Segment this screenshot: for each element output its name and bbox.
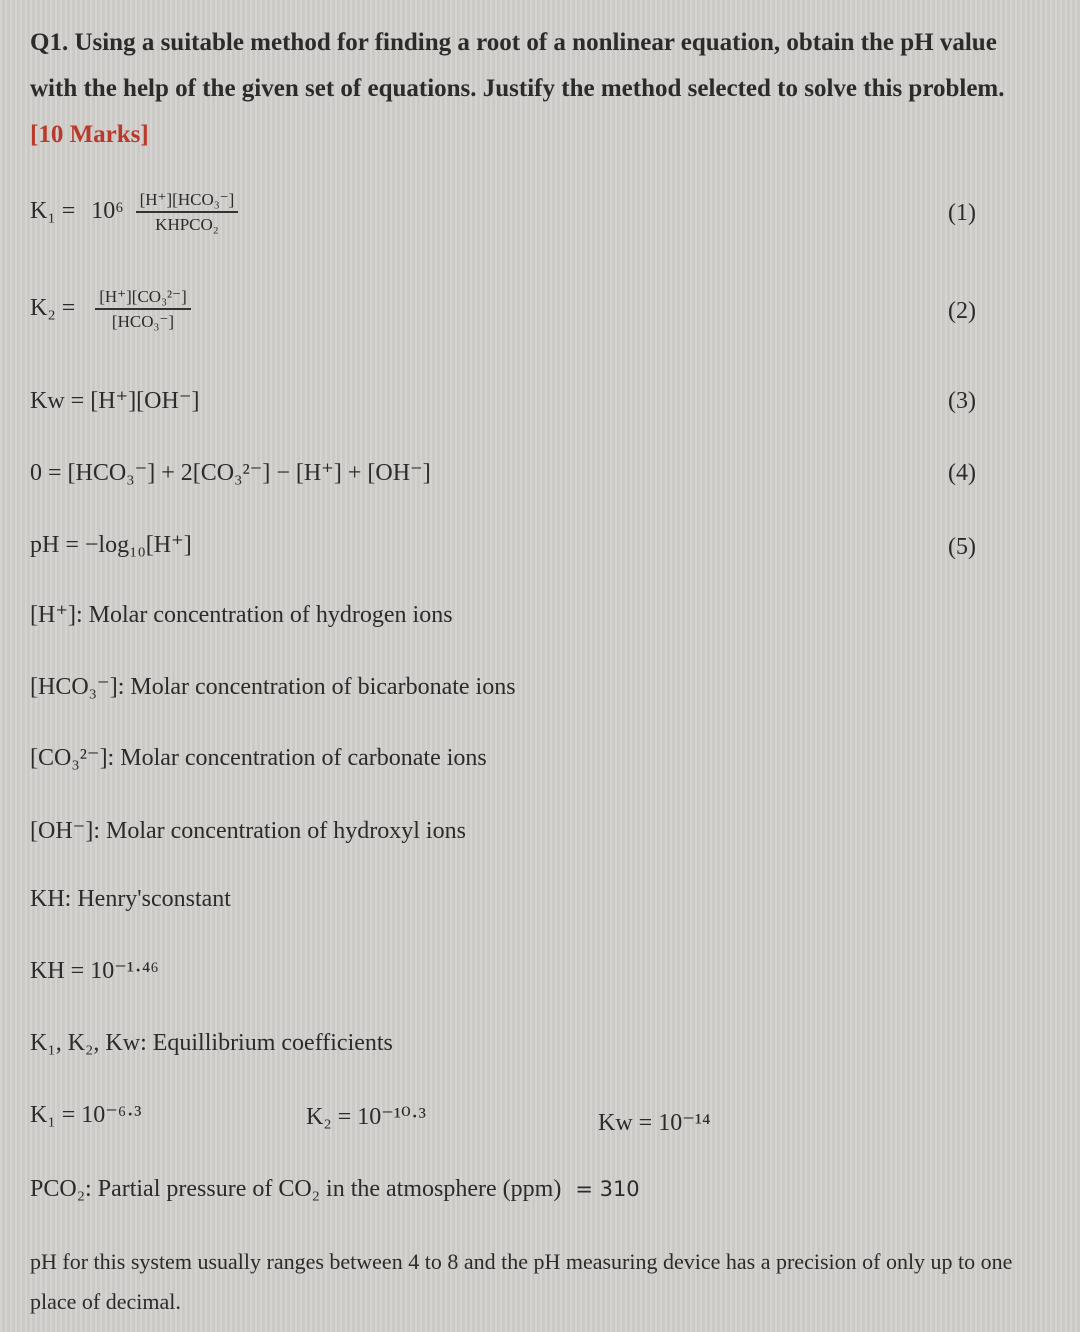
eq1-fraction bbox=[136, 190, 239, 235]
marks-label: [10 Marks] bbox=[30, 121, 149, 148]
k2-value: K₂ = 10⁻¹⁰·³ bbox=[306, 1104, 426, 1130]
equation-3: Kw = [H⁺][OH⁻] bbox=[30, 388, 200, 414]
kw-value: Kw = 10⁻¹⁴ bbox=[598, 1110, 711, 1136]
eq1-coef: 10⁶ bbox=[91, 198, 124, 225]
equation-5: pH = −log₁₀[H⁺] bbox=[30, 532, 192, 558]
equation-1 bbox=[30, 190, 238, 235]
eq2-numerator: [H⁺][CO₃²⁻] bbox=[95, 287, 191, 310]
pco2-label: PCO₂: Partial pressure of CO₂ in the atmosphere (ppm) bbox=[30, 1176, 562, 1202]
pco2-value: = 310 bbox=[575, 1177, 640, 1201]
eq1-denominator: KHPCO₂ bbox=[155, 215, 219, 234]
def-henry-value: KH = 10⁻¹·⁴⁶ bbox=[30, 958, 159, 984]
eq1-number: (1) bbox=[948, 200, 976, 226]
def-carbonate: [CO₃²⁻]: Molar concentration of carbonate ions bbox=[30, 745, 487, 771]
eq2-fraction bbox=[95, 287, 191, 332]
def-equilibrium-coefficients: K₁, K₂, Kw: Equillibrium coefficients bbox=[30, 1030, 393, 1056]
def-hydroxyl: [OH⁻]: Molar concentration of hydroxyl ions bbox=[30, 818, 466, 844]
question-body: Q1. Using a suitable method for finding a root of a nonlinear equation, obtain the pH value with the help of the given set of equations. Justify the method selected to solve this problem. bbox=[30, 29, 1005, 102]
eq1-lhs: K₁ = bbox=[30, 198, 76, 225]
eq2-lhs: K₂ = bbox=[30, 295, 76, 322]
eq2-denominator: [HCO₃⁻] bbox=[111, 312, 175, 331]
question-text bbox=[30, 20, 1030, 158]
k1-value: K₁ = 10⁻⁶·³ bbox=[30, 1102, 142, 1128]
note-text: pH for this system usually ranges between 4 to 8 and the pH measuring device has a precision of only up to one place of decimal. bbox=[30, 1249, 1013, 1314]
eq2-number: (2) bbox=[948, 298, 976, 324]
eq5-number: (5) bbox=[948, 534, 976, 560]
equation-2 bbox=[30, 287, 191, 332]
eq1-numerator: [H⁺][HCO₃⁻] bbox=[136, 190, 239, 213]
eq4-number: (4) bbox=[948, 460, 976, 486]
eq3-number: (3) bbox=[948, 388, 976, 414]
def-bicarbonate: [HCO₃⁻]: Molar concentration of bicarbonate ions bbox=[30, 674, 516, 700]
def-hydrogen: [H⁺]: Molar concentration of hydrogen ions bbox=[30, 602, 453, 628]
def-pco2 bbox=[30, 1176, 640, 1203]
equation-4: 0 = [HCO₃⁻] + 2[CO₃²⁻] − [H⁺] + [OH⁻] bbox=[30, 460, 431, 486]
def-henry-label: KH: Henry'sconstant bbox=[30, 886, 231, 912]
